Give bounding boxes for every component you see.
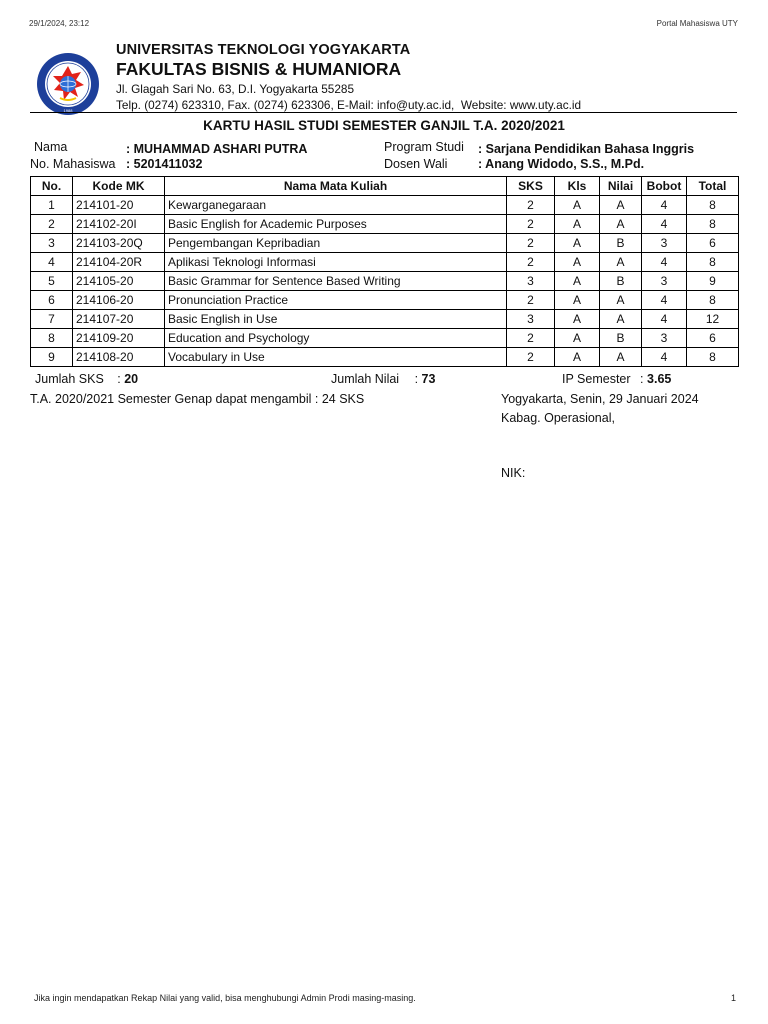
- cell-sks: 2: [507, 253, 555, 272]
- cell-no: 1: [31, 196, 73, 215]
- cell-nilai: A: [600, 196, 642, 215]
- address-line: Jl. Glagah Sari No. 63, D.I. Yogyakarta 55285: [116, 82, 355, 96]
- cell-bobot: 4: [642, 291, 687, 310]
- cell-kls: A: [555, 329, 600, 348]
- page-number: 1: [730, 993, 736, 1003]
- cell-nilai: A: [600, 253, 642, 272]
- cell-kls: A: [555, 234, 600, 253]
- cell-bobot: 4: [642, 253, 687, 272]
- name-label: Nama: [34, 140, 68, 154]
- contact-line: Telp. (0274) 623310, Fax. (0274) 623306, E-Mail: info@uty.ac.id, Website: www.uty.ac.id: [116, 98, 582, 112]
- cell-nilai: B: [600, 272, 642, 291]
- col-header-no: No.: [31, 177, 73, 196]
- cell-kls: A: [555, 272, 600, 291]
- col-header-kode: Kode MK: [73, 177, 165, 196]
- advisor-value: : Anang Widodo, S.S., M.Pd.: [478, 157, 645, 171]
- cell-nilai: A: [600, 348, 642, 367]
- col-header-total: Total: [687, 177, 739, 196]
- cell-nama: Education and Psychology: [165, 329, 507, 348]
- program-value: : Sarjana Pendidikan Bahasa Inggris: [478, 142, 695, 156]
- signature-place-date: Yogyakarta, Senin, 29 Januari 2024: [501, 392, 699, 406]
- cell-total: 8: [687, 291, 739, 310]
- cell-total: 8: [687, 215, 739, 234]
- total-sks-label: Jumlah SKS: [35, 372, 104, 386]
- cell-no: 4: [31, 253, 73, 272]
- cell-kode: 214104-20R: [73, 253, 165, 272]
- cell-no: 6: [31, 291, 73, 310]
- total-nilai-label: Jumlah Nilai: [331, 372, 400, 386]
- table-row: [31, 215, 739, 234]
- col-header-bobot: Bobot: [642, 177, 687, 196]
- ip-semester-value: 3.65: [647, 372, 672, 386]
- signature-nik: NIK:: [501, 466, 526, 480]
- total-sks-value: 20: [124, 372, 139, 386]
- cell-nama: Aplikasi Teknologi Informasi: [165, 253, 507, 272]
- footer-note: Jika ingin mendapatkan Rekap Nilai yang valid, bisa menghubungi Admin Prodi masing-masing.: [34, 993, 416, 1003]
- cell-nama: Basic English in Use: [165, 310, 507, 329]
- cell-nilai: B: [600, 329, 642, 348]
- cell-nama: Pengembangan Kepribadian: [165, 234, 507, 253]
- col-header-sks: SKS: [507, 177, 555, 196]
- cell-total: 8: [687, 348, 739, 367]
- cell-kode: 214102-20I: [73, 215, 165, 234]
- faculty-name: FAKULTAS BISNIS & HUMANIORA: [116, 59, 402, 79]
- name-value: : MUHAMMAD ASHARI PUTRA: [126, 142, 308, 156]
- table-row: [31, 329, 739, 348]
- header-divider: [30, 112, 737, 113]
- cell-total: 6: [687, 234, 739, 253]
- cell-kls: A: [555, 253, 600, 272]
- cell-sks: 2: [507, 196, 555, 215]
- table-header-row: [31, 177, 739, 196]
- table-row: [31, 234, 739, 253]
- cell-bobot: 3: [642, 329, 687, 348]
- cell-kls: A: [555, 310, 600, 329]
- total-nilai-value: 73: [421, 372, 436, 386]
- cell-kode: 214105-20: [73, 272, 165, 291]
- cell-kode: 214103-20Q: [73, 234, 165, 253]
- ip-semester-sep: :: [640, 372, 644, 386]
- cell-sks: 3: [507, 310, 555, 329]
- cell-total: 8: [687, 196, 739, 215]
- cell-total: 6: [687, 329, 739, 348]
- cell-bobot: 4: [642, 215, 687, 234]
- cell-nama: Basic English for Academic Purposes: [165, 215, 507, 234]
- cell-sks: 3: [507, 272, 555, 291]
- cell-bobot: 3: [642, 234, 687, 253]
- ip-semester: [562, 372, 671, 386]
- total-sks: [35, 372, 138, 386]
- cell-total: 12: [687, 310, 739, 329]
- total-sks-sep: :: [117, 372, 121, 386]
- cell-no: 2: [31, 215, 73, 234]
- signature-position: Kabag. Operasional,: [501, 411, 615, 425]
- cell-no: 8: [31, 329, 73, 348]
- nim-value: : 5201411032: [126, 157, 203, 171]
- ip-semester-label: IP Semester: [562, 372, 631, 386]
- document-title: KARTU HASIL STUDI SEMESTER GANJIL T.A. 2020/2021: [203, 118, 565, 133]
- university-seal-logo: [36, 52, 100, 116]
- cell-nilai: A: [600, 291, 642, 310]
- cell-no: 7: [31, 310, 73, 329]
- cell-nama: Pronunciation Practice: [165, 291, 507, 310]
- cell-kode: 214106-20: [73, 291, 165, 310]
- cell-sks: 2: [507, 329, 555, 348]
- cell-sks: 2: [507, 348, 555, 367]
- print-footer: [34, 993, 736, 1003]
- total-nilai-sep: :: [414, 372, 419, 386]
- cell-total: 8: [687, 253, 739, 272]
- table-row: [31, 196, 739, 215]
- total-nilai: [331, 372, 435, 386]
- cell-nilai: A: [600, 310, 642, 329]
- cell-kls: A: [555, 196, 600, 215]
- col-header-kls: Kls: [555, 177, 600, 196]
- col-header-nama: Nama Mata Kuliah: [165, 177, 507, 196]
- logo-year: 1988: [63, 108, 73, 113]
- print-datetime: 29/1/2024, 23:12: [29, 19, 90, 28]
- cell-kls: A: [555, 215, 600, 234]
- university-name: UNIVERSITAS TEKNOLOGI YOGYAKARTA: [116, 42, 411, 58]
- cell-bobot: 4: [642, 310, 687, 329]
- cell-sks: 2: [507, 234, 555, 253]
- cell-nama: Kewarganegaraan: [165, 196, 507, 215]
- cell-kode: 214108-20: [73, 348, 165, 367]
- table-row: [31, 348, 739, 367]
- table-row: [31, 291, 739, 310]
- cell-kode: 214107-20: [73, 310, 165, 329]
- cell-kls: A: [555, 291, 600, 310]
- table-row: [31, 272, 739, 291]
- cell-no: 9: [31, 348, 73, 367]
- cell-nilai: A: [600, 215, 642, 234]
- nim-label: No. Mahasiswa: [30, 157, 116, 171]
- cell-kls: A: [555, 348, 600, 367]
- cell-bobot: 3: [642, 272, 687, 291]
- cell-no: 3: [31, 234, 73, 253]
- grades-table: [30, 176, 739, 367]
- cell-kode: 214109-20: [73, 329, 165, 348]
- print-page-title: Portal Mahasiswa UTY: [656, 19, 738, 28]
- cell-bobot: 4: [642, 196, 687, 215]
- cell-sks: 2: [507, 215, 555, 234]
- cell-bobot: 4: [642, 348, 687, 367]
- cell-kode: 214101-20: [73, 196, 165, 215]
- print-header: [29, 19, 738, 28]
- advisor-label: Dosen Wali: [384, 157, 448, 171]
- cell-nilai: B: [600, 234, 642, 253]
- cell-sks: 2: [507, 291, 555, 310]
- cell-total: 9: [687, 272, 739, 291]
- next-semester-note: T.A. 2020/2021 Semester Genap dapat mengambil : 24 SKS: [30, 392, 365, 406]
- col-header-nilai: Nilai: [600, 177, 642, 196]
- cell-nama: Vocabulary in Use: [165, 348, 507, 367]
- program-label: Program Studi: [384, 140, 464, 154]
- table-row: [31, 253, 739, 272]
- cell-nama: Basic Grammar for Sentence Based Writing: [165, 272, 507, 291]
- table-row: [31, 310, 739, 329]
- cell-no: 5: [31, 272, 73, 291]
